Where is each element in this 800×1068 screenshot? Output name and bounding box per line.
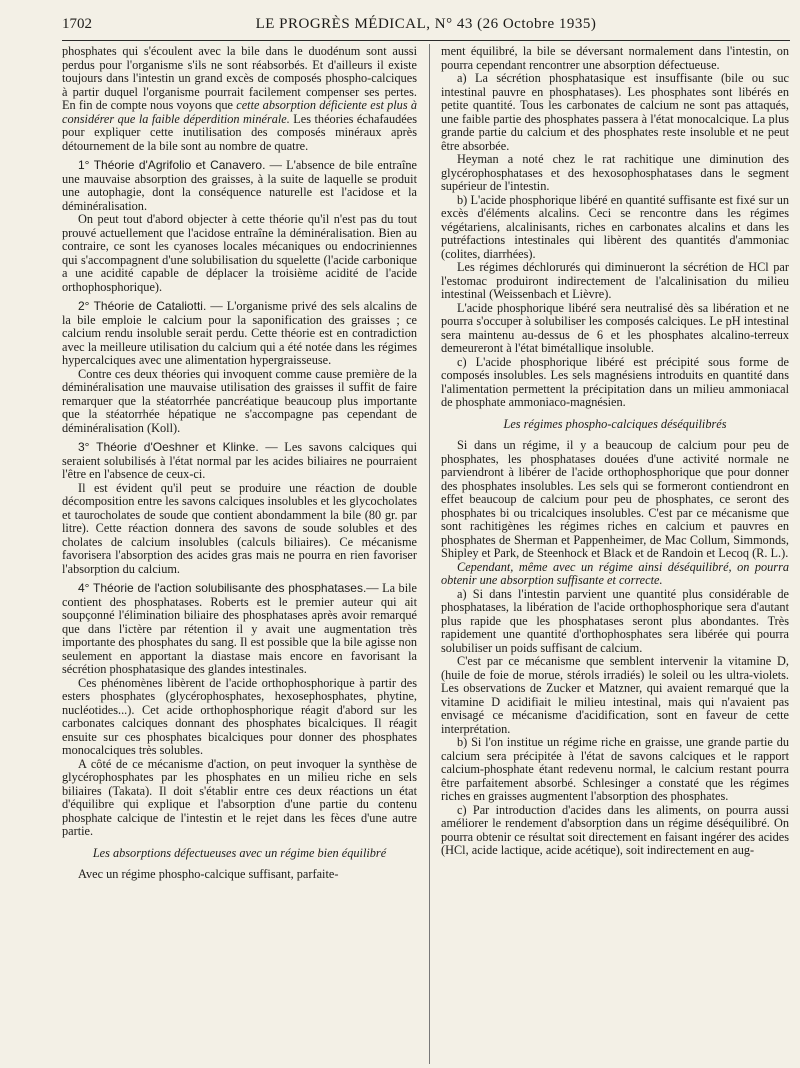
- paragraph: [62, 441, 417, 482]
- paragraph-text: — Les savons calciques qui seraient solubilisés à l'état normal par les acides biliaires ne pourraient l'être en l'absence de ceux-ci.: [62, 440, 417, 481]
- paragraph-text: — L'organisme privé des sels alcalins de la bile emploie le calcium pour la saponification des graisses ; ce calcium rendu insoluble serait perdu. Cette théorie est en contradiction avec la meilleure utilisation du calcium qui a été notée dans les régimes hypercalciques avec une alimentation hypergraisseuse.: [62, 299, 417, 367]
- paragraph-text: c) Par introduction d'acides dans les aliments, on pourra aussi améliorer le rendement d'absorption dans un régime déséquilibré. On pourra obtenir ce résultat soit directement en faisant ingérer des acides (HCl, acide lactique, acide acétique), soit indirectement en aug-: [441, 802, 789, 857]
- paragraph-text: C'est par ce mécanisme que semblent intervenir la vitamine D, (huile de foie de morue, stérols irradiés) le soleil ou les ultra-violets. Les observations de Zucker et Matzner, qui avaient remarqué que la vitamine D acidifiait le milieu intestinal, mais qui n'avaient pas envisagé ce mécanisme d'acidification, sont en faveur de cette interprétation.: [441, 654, 789, 736]
- right-column: [441, 45, 789, 858]
- paragraph: [62, 758, 417, 839]
- paragraph: [62, 482, 417, 577]
- paragraph: [441, 804, 789, 858]
- paragraph-text: ment équilibré, la bile se déversant normalement dans l'intestin, on pourra cependant rencontrer une absorption défectueuse.: [441, 44, 789, 72]
- subsection-heading: 2° Théorie de Cataliotti.: [78, 299, 207, 313]
- page-header: [62, 12, 790, 38]
- paragraph-text: Ces phénomènes libèrent de l'acide orthophosphorique à partir des esters phosphates (glycérophosphates, hexosephosphates, phytine, nucléotides...). Cet acide orthophosphorique réagit d'abord sur les carbonates calciques donnant des phosphates bicalciques. Il réagit ensuite sur ces phosphates bicalciques pour donner des phosphates monocalciques très solubles.: [62, 675, 417, 757]
- paragraph: [62, 582, 417, 677]
- paragraph-text: — L'absence de bile entraîne une mauvaise absorption des graisses, à la suite de laquelle se produit une autophagie, dont la conséquence naturelle est l'acidose et la déminéralisation.: [62, 158, 417, 213]
- journal-title: LE PROGRÈS MÉDICAL, N° 43 (26 Octobre 1935): [255, 16, 597, 32]
- paragraph-text: a) Si dans l'intestin parvient une quantité plus considérable de phosphatases, la libération de l'acide orthophosphorique sera d'autant plus rapide que les phosphatases seront plus abondantes. Très rapidement une quantité d'orthophosphates sera libérée qui pourra solubiliser un poids suffisant de calcium.: [441, 586, 789, 655]
- section-title: Les régimes phospho-calciques déséquilibrés: [503, 416, 727, 431]
- paragraph: [441, 153, 789, 194]
- paragraph-text: Si dans un régime, il y a beaucoup de calcium pour peu de phosphates, les phosphatases douées d'une activité normale ne parviendront à libérer de l'acide orthophosphorique que pour donner des phosphates insolubles. Les sels qui se formeront contiendront en effet beaucoup de calcium pour peu de phosphates, ce seront des phosphates bi ou tricalciques insolubles. C'est par ce mécanisme que sont rachitigènes les régimes riches en calcium et pauvres en phosphates de Sherman et Pappenheimer, de Mac Collum, Simmonds, Shipley et Park, de Steenhock et Black et de Randoin et Lecoq (R. L.).: [441, 438, 789, 560]
- paragraph: [441, 655, 789, 736]
- paragraph: [441, 45, 789, 72]
- section-title: Les absorptions défectueuses avec un régime bien équilibré: [92, 845, 387, 860]
- paragraph: [441, 302, 789, 356]
- paragraph-text: b) Si l'on institue un régime riche en graisse, une grande partie du calcium sera précipitée à l'état de savons calciques et le rapport calcium-phosphate étant redevenu normal, le calcium restant pourra être parfaitement absorbé. Schlesinger a constaté que les régimes riches en graisses augmentent l'absorption des phosphates.: [441, 735, 789, 803]
- paragraph-text: c) L'acide phosphorique libéré est précipité sous forme de composés insolubles. Les sels magnésiens introduits en quantité dans l'alimentation permettent la précipitation dans un milieu ammoniacal de phosphate ammoniaco-magnésien.: [441, 354, 789, 409]
- column-divider: [429, 44, 430, 1064]
- paragraph-text: phosphates qui s'écoulent avec la bile dans le duodénum sont aussi perdus pour l'organisme s'ils ne sont réabsorbés. Et d'ailleurs il existe toujours dans l'intestin un grand excès de composés phospho-calciques à partir duquel l'organisme pourrait facilement compenser ses pertes. En fin de compte nous voyons que: [62, 44, 417, 112]
- paragraph: [62, 368, 417, 436]
- paragraph: [62, 45, 417, 153]
- paragraph: [441, 439, 789, 561]
- subsection-heading: 3° Théorie d'Oeshner et Klinke.: [78, 440, 259, 454]
- paragraph: [62, 868, 417, 882]
- paragraph-text: L'acide phosphorique libéré sera neutralisé dès sa libération et ne pourra s'occuper à solubiliser les composés calciques. Le pH intestinal sera maintenu au-dessus de 6 et les phosphates alcalino-terreux demeureront à l'état bimétallique insoluble.: [441, 300, 789, 355]
- paragraph: [441, 356, 789, 410]
- paragraph: [441, 736, 789, 804]
- paragraph: [62, 677, 417, 758]
- italic-text: cette absorption déficiente est plus à considérer que la faible déperdition minérale.: [62, 98, 417, 126]
- paragraph-text: Contre ces deux théories qui invoquent comme cause première de la déminéralisation une mauvaise utilisation des graisses il suffit de faire remarquer que la stéatorrhée pancréatique beaucoup plus importante que la stéatorrhée hépatique ne s'accompagne pas cependant de déminéralisation (Koll).: [62, 366, 417, 435]
- paragraph-text: Avec un régime phospho-calcique suffisant, parfaite-: [78, 867, 339, 881]
- paragraph-text: a) La sécrétion phosphatasique est insuffisante (bile ou suc intestinal pauvre en phosphatases). Les phosphates sont libérés en petite quantité. Tous les carbonates de calcium ne sont pas attaqués, une faible partie des phosphates passera à l'état monocalcique. La plus grande partie du calcium et des phosphates reste insoluble et ne peut être absorbée.: [441, 71, 789, 153]
- header-rule: [62, 40, 790, 41]
- paragraph: [62, 159, 417, 213]
- paragraph-text: Il est évident qu'il peut se produire une réaction de double décomposition entre les savons calciques insolubles et les glycocholates et taurocholates de soude que contient abondamment la bile (80 gr. par litre). Cette réaction donnera des savons de soude solubles et des cholates de calcium insolubles (calculs biliaires). Ce mécanisme favorisera l'absorption des acides gras mais ne pourra en rien favoriser l'absorption du calcium.: [62, 480, 417, 576]
- paragraph-text: b) L'acide phosphorique libéré en quantité suffisante est fixé sur un excès d'éléments alcalins. Ceci se rencontre dans les régimes végétariens, alcalinisants, riches en carbonates alcalins et dans les putréfactions intestinales qui libèrent des quantités d'ammoniac (colites, diarrhées).: [441, 192, 789, 261]
- paragraph: [62, 213, 417, 294]
- paragraph-text: Les théories échafaudées pour expliquer cette inutilisation des composés minéraux après détournement de la bile sont au nombre de quatre.: [62, 111, 417, 153]
- paragraph: [441, 561, 789, 588]
- paragraph: [441, 72, 789, 153]
- left-column: [62, 45, 417, 882]
- paragraph: [441, 588, 789, 656]
- subsection-heading: 1° Théorie d'Agrifolio et Canavero.: [78, 158, 266, 172]
- page-number: 1702: [62, 16, 92, 32]
- paragraph-text: A côté de ce mécanisme d'action, on peut invoquer la synthèse de glycérophosphates par les phosphates en un milieu riche en sels biliaires (Takata). Il doit s'établir entre ces deux réactions un état d'équilibre qui explique et l'absorption d'une partie du contenu phosphate calcique de l'intestin et le rejet dans les fèces d'une autre partie.: [62, 756, 417, 838]
- subsection-heading: 4° Théorie de l'action solubilisante des phosphatases.: [78, 581, 367, 595]
- paragraph: [62, 300, 417, 368]
- paragraph: [441, 261, 789, 302]
- paragraph-text: Heyman a noté chez le rat rachitique une diminution des glycérophosphatases et des hexosophosphatases dans le segment supérieur de l'intestin.: [441, 152, 789, 193]
- paragraph-text: — La bile contient des phosphatases. Roberts est le premier auteur qui ait soupçonné l'élimination biliaire des phosphatases après avoir remarqué que dans l'ictère par rétention il y avait une augmentation très importante des phosphates du sang. Il est possible que la bile agisse non seulement en apportant la diastase mais encore en favorisant la sécrétion phosphatasique des glandes intestinales.: [62, 581, 417, 676]
- paragraph: [441, 194, 789, 262]
- paragraph-text: Les régimes déchlorurés qui diminueront la sécrétion de HCl par l'estomac produiront indirectement de l'alcalinisation du milieu intestinal (Weissenbach et Lièvre).: [441, 260, 789, 301]
- italic-text: Cependant, même avec un régime ainsi déséquilibré, on pourra obtenir une absorption suffisante et correcte.: [441, 559, 789, 587]
- paragraph-text: On peut tout d'abord objecter à cette théorie qu'il n'est pas du tout prouvé actuellement que l'acidose entraîne la déminéralisation. Bien au contraire, ce sont les cyanoses locales mécaniques ou endocriniennes qui s'accompagnent d'une solubilisation du squelette (l'acide carbonique a une acidité capable de déplacer la troisième acidité de l'acide orthophosphorique).: [62, 212, 417, 294]
